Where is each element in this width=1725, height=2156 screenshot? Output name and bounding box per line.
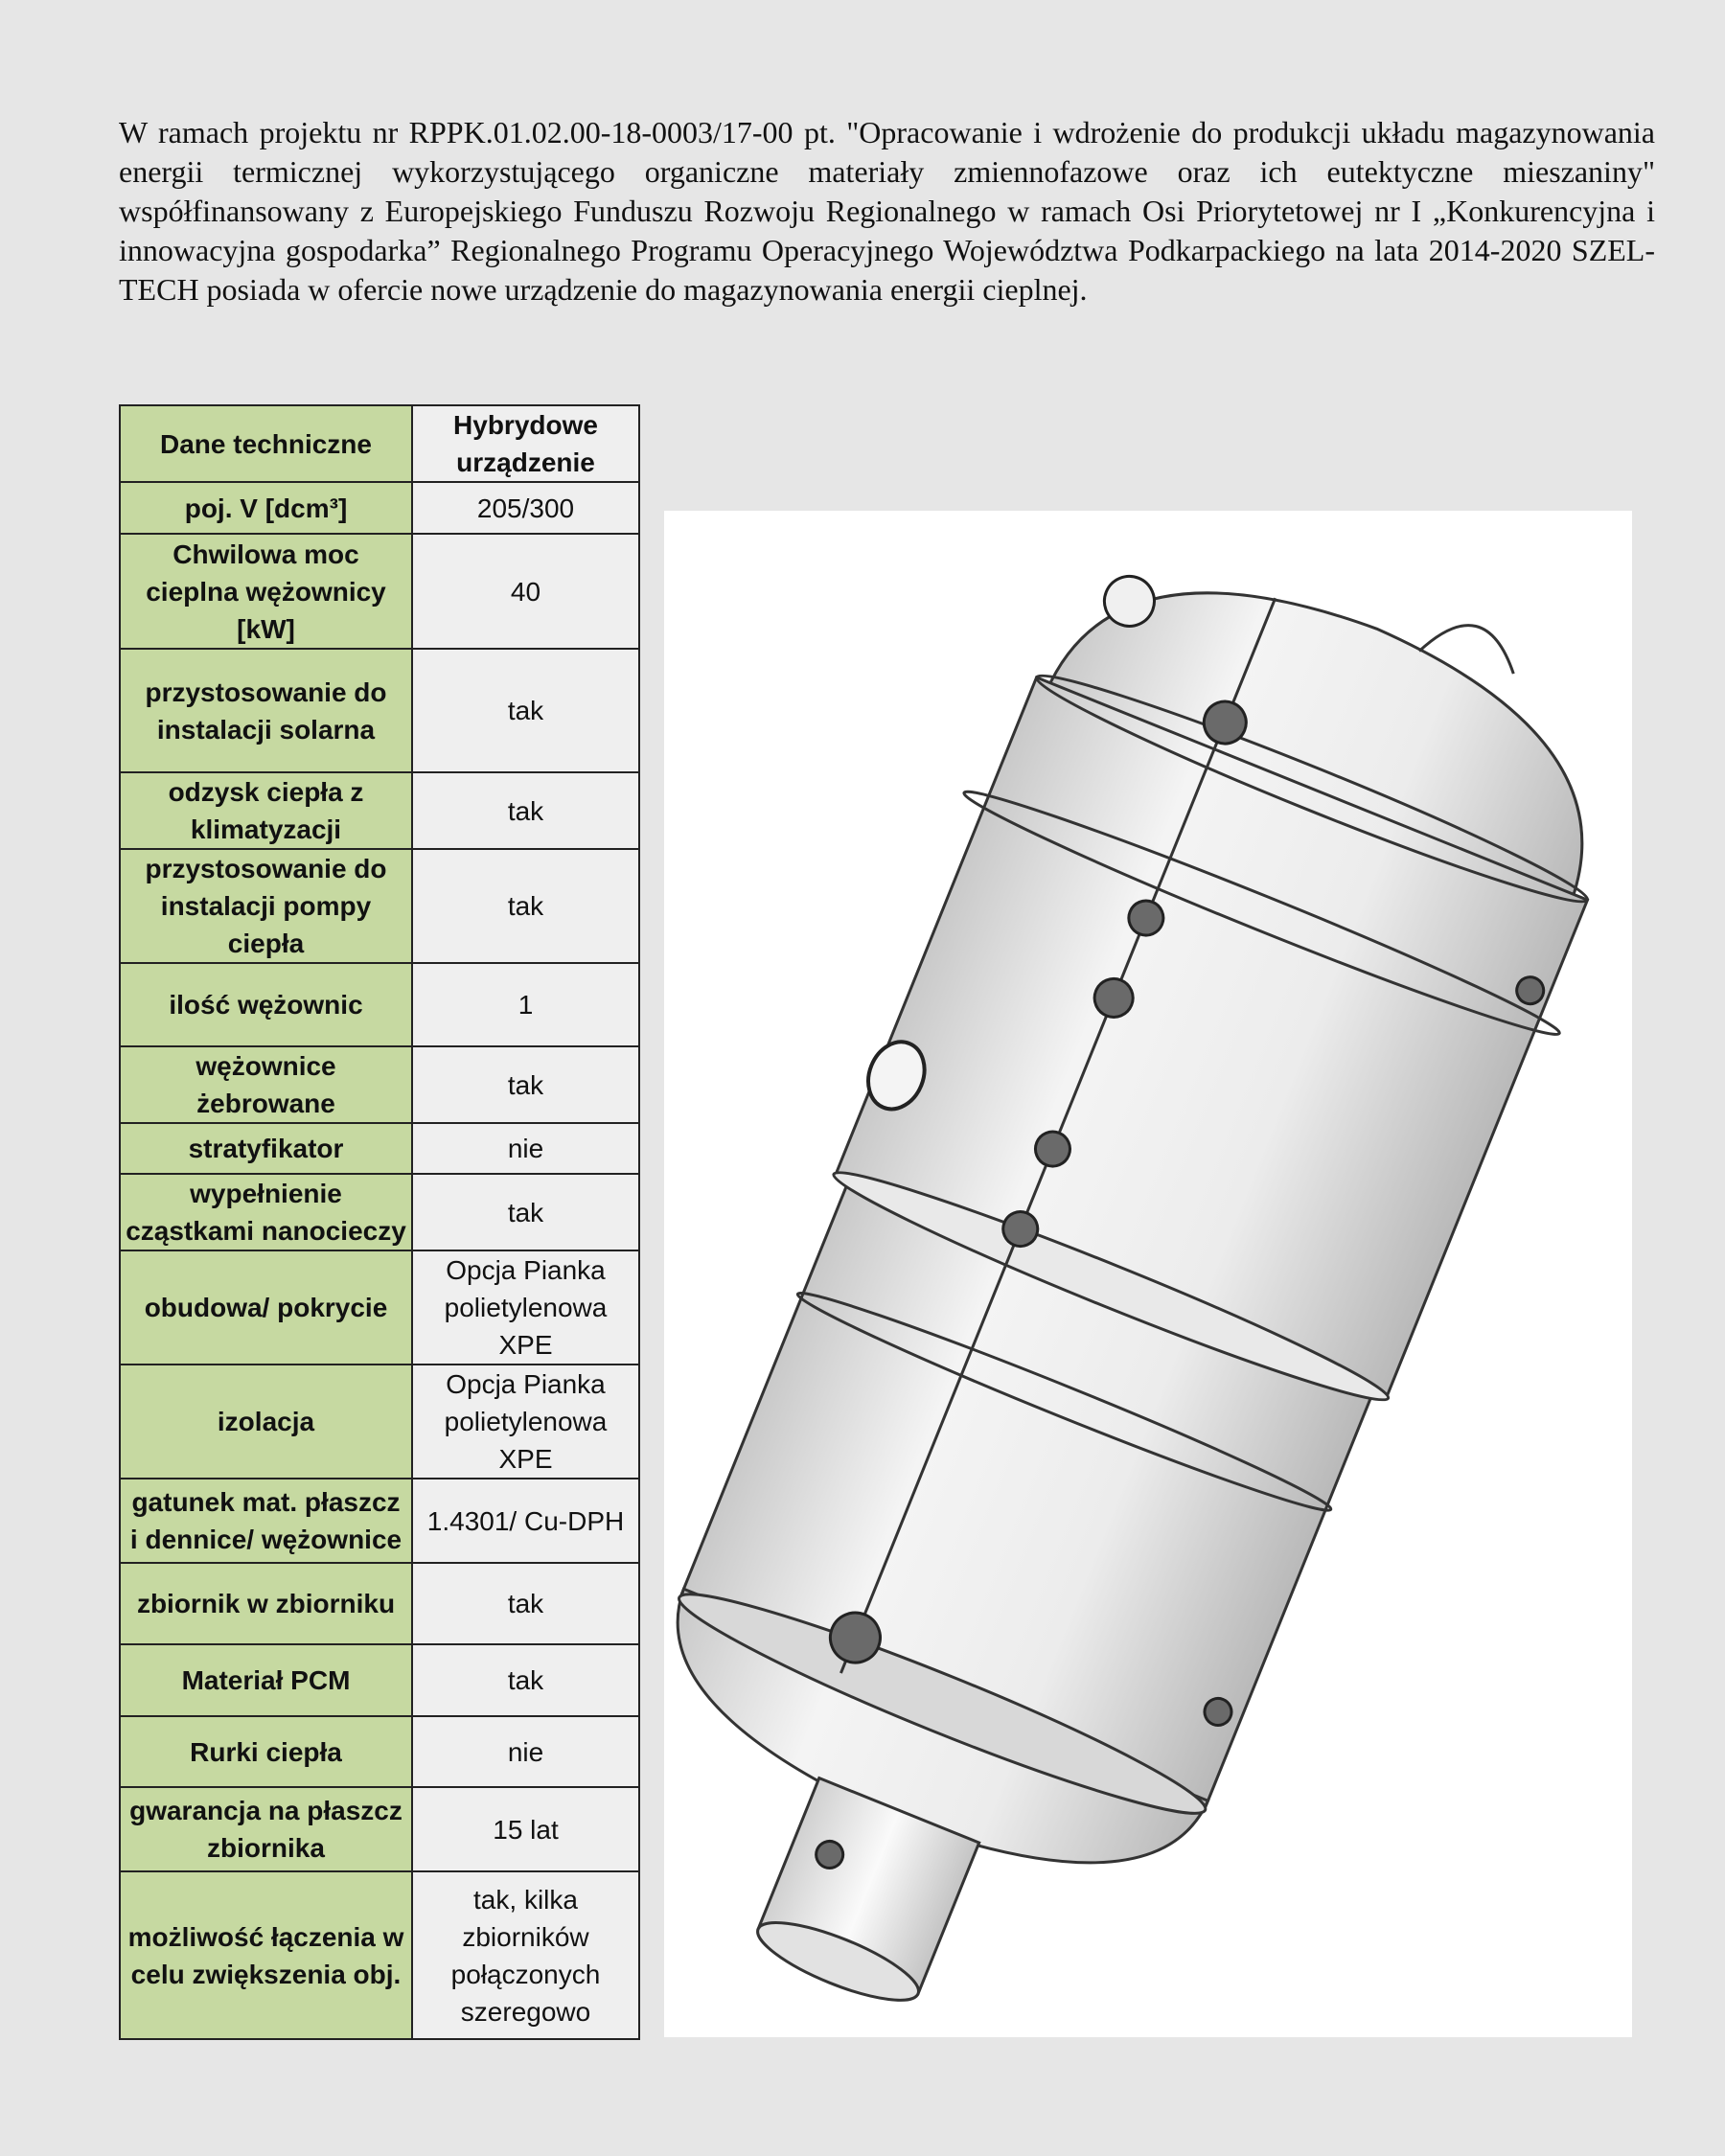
row-label: poj. V [dcm³]: [120, 482, 412, 534]
intro-paragraph: W ramach projektu nr RPPK.01.02.00-18-0003/17-00 pt. "Opracowanie i wdrożenie do produkcji układu magazynowania energii termicznej wykorzystującego organiczne materiały zmiennofazowe oraz ich eutektyczne mieszaniny" współfinansowany z Europejskiego Funduszu Rozwoju Regionalnego w ramach Osi Priorytetowej nr I „Konkurencyjna i innowacyjna gospodarka” Regionalnego Programu Operacyjnego Województwa Podkarpackiego na lata 2014-2020 SZEL-TECH posiada w ofercie nowe urządzenie do magazynowania energii cieplnej.: [119, 115, 1655, 307]
table-row: [120, 1787, 639, 1871]
row-value: 205/300: [412, 482, 639, 534]
tank-drawing: [664, 511, 1632, 2037]
row-label: zbiornik w zbiorniku: [120, 1563, 412, 1644]
table-header-row: [120, 405, 639, 482]
table-row: [120, 1479, 639, 1563]
row-value: 15 lat: [412, 1787, 639, 1871]
row-value: 1.4301/ Cu-DPH: [412, 1479, 639, 1563]
table-row: [120, 1563, 639, 1644]
row-value: nie: [412, 1716, 639, 1787]
technical-data-table: [119, 404, 640, 2040]
row-value: 40: [412, 534, 639, 649]
row-label: przystosowanie do instalacji solarna: [120, 649, 412, 772]
row-value: tak: [412, 1563, 639, 1644]
header-label: Dane techniczne: [120, 405, 412, 482]
row-label: gwarancja na płaszcz zbiornika: [120, 1787, 412, 1871]
row-value: tak: [412, 649, 639, 772]
table-row: [120, 482, 639, 534]
table-row: [120, 1644, 639, 1716]
row-label: gatunek mat. płaszcz i dennice/ wężownice: [120, 1479, 412, 1563]
row-value: tak: [412, 849, 639, 963]
row-label: Rurki ciepła: [120, 1716, 412, 1787]
row-label: odzysk ciepła z klimatyzacji: [120, 772, 412, 849]
table-row: [120, 534, 639, 649]
row-value: tak: [412, 1174, 639, 1250]
table-row: [120, 1871, 639, 2039]
row-value: tak: [412, 1046, 639, 1123]
row-label: izolacja: [120, 1365, 412, 1479]
table-row: [120, 772, 639, 849]
row-label: wężownice żebrowane: [120, 1046, 412, 1123]
row-label: Chwilowa moc cieplna wężownicy [kW]: [120, 534, 412, 649]
table-row: [120, 649, 639, 772]
row-value: tak: [412, 772, 639, 849]
row-label: wypełnienie cząstkami nanocieczy: [120, 1174, 412, 1250]
row-label: obudowa/ pokrycie: [120, 1250, 412, 1365]
row-value: 1: [412, 963, 639, 1046]
row-label: stratyfikator: [120, 1123, 412, 1174]
row-label: przystosowanie do instalacji pompy ciepła: [120, 849, 412, 963]
table-row: [120, 1174, 639, 1250]
table-row: [120, 849, 639, 963]
table-row: [120, 963, 639, 1046]
header-value: Hybrydowe urządzenie: [412, 405, 639, 482]
row-value: tak: [412, 1644, 639, 1716]
row-value: tak, kilka zbiorników połączonych szeregowo: [412, 1871, 639, 2039]
row-value: nie: [412, 1123, 639, 1174]
table-row: [120, 1365, 639, 1479]
table-row: [120, 1123, 639, 1174]
row-value: Opcja Pianka polietylenowa XPE: [412, 1250, 639, 1365]
row-label: możliwość łączenia w celu zwiększenia obj.: [120, 1871, 412, 2039]
tank-illustration: [664, 511, 1632, 2037]
row-label: Materiał PCM: [120, 1644, 412, 1716]
table-row: [120, 1046, 639, 1123]
table-row: [120, 1716, 639, 1787]
row-label: ilość wężownic: [120, 963, 412, 1046]
row-value: Opcja Pianka polietylenowa XPE: [412, 1365, 639, 1479]
table-row: [120, 1250, 639, 1365]
